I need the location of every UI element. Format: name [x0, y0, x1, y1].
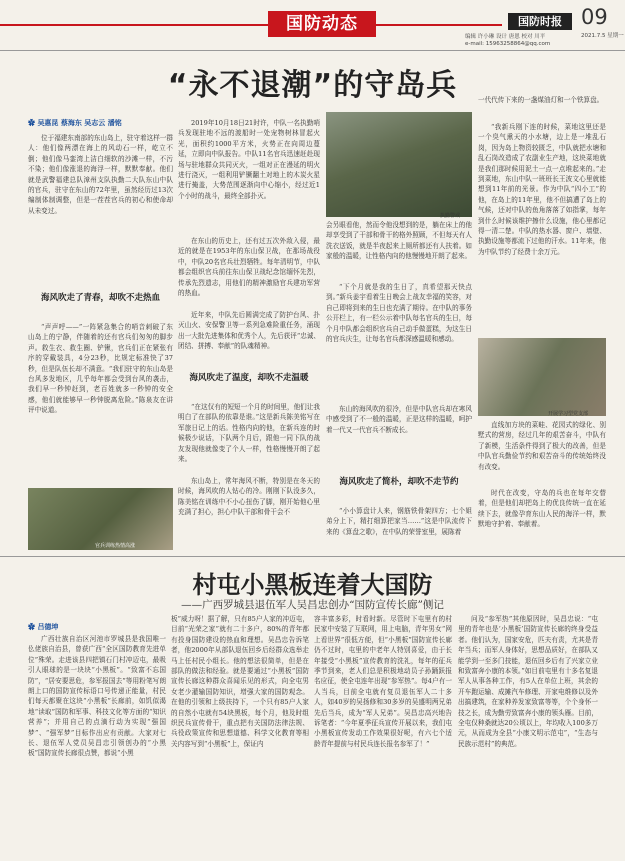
article2-byline: ✿ 吕德坤 [28, 622, 59, 631]
photo-caption-patrol: 执勤警戒 [440, 213, 461, 219]
article1-col2-para5: 东山岛上，常年海风不断，特别是在冬天的时候，海风吹的人钻心的冷。刚刚下队没多久，陈美铭在训练中不小心扭伤了脚，刚开始他心里充满了担心，担心中队干部和骨干会不 [178, 477, 320, 517]
article2-col2: 板”威力呀！据了解，只有85户人家的冲迈屯，目前“光荣之家”就有二十多户，80%的青年都有投身国防建设的热血和理想。吴昌忠告诉笔者，他2000年从部队退伍回乡后经群众选举走马上任村民小组长。他的想法很简单，但是在部队的做法和经验。就是要通过“小黑板”国防宣传长廊这种群众喜闻乐见的形式，向全屯男女老少灌输国防知识，增强大家的国防观念。在他的引领和上级扶持下，一个只有85户人家的自然小屯就有54块黑板，每个月，他及时组织民兵宣传骨干，重点把有关国防法律法规、兵役政策宣传和思想道德、科学文化教育等相关内容写到“小黑板”上，保证内 [171, 615, 309, 748]
article2-col3: 容丰富多彩，时看时新。尽管时下屯里有的村民家中安装了互联网，用上电脑，青年男女“网上看世界”很低方便，但“小黑板”国防宣传长廊仍不过时，屯里的中老年人特别喜爱，由于长年接受“小黑板”宣传教育的洗礼，每年的征兵季节到来，老人们总是积极地动员子孙踊跃报名应征，使全屯连年出现“参军热”。每4户有一人当兵，目前全屯就有复员退伍军人二十多人，如40岁的吴扬修和30多岁的吴盛明两兄弟先后当兵，成为“军人兄弟”。吴昌忠高兴地告诉笔者：“今年夏季征兵宣传开展以来，我们屯小黑板宣传发动工作效果很好呢，有六七个适龄青年提前与村民兵连长报名参军了！” [314, 615, 452, 748]
article2-col1: 广西壮族自治区河池市罗城县是我国唯一仫佬族自治县，曾获广西“全区国防教育先进单位”殊荣。走进该县四把镇石门村冲迈屯，最吸引人眼球的是一块块“小黑板”。“致富不忘国防”，“居安要思危，参军报国去”等用粉笔写朗朗上口的国防宣传标语口号传递正能量，村民们每天都聚在这块“小黑板”长廊前，如饥似渴地“读取”国防和军事、科技文化等方面的“知识营养”；并用自己的点滴行动为实现“强国梦”、“强军梦”目标作出应有贡献。大家对七长、退伍军人党员吴昌忠引领创办的“小黑板”国防宣传长廊很点赞，都说“小黑 [28, 635, 166, 758]
photo-caption-study: 开展学习型党支部 [548, 411, 589, 417]
page-number: 09 [581, 5, 608, 29]
article1-byline: ✿ 吴惠昆 蔡海东 吴志云 潘铭 [28, 118, 122, 127]
article2-headline: 村屯小黑板连着大国防 [192, 571, 433, 599]
article1-subhead3: 海风吹走了简朴，却吹不走节约 [339, 477, 459, 487]
header-divider [0, 50, 625, 51]
article1-subhead2: 海风吹走了温度，却吹不走温暖 [189, 373, 309, 383]
article1-col3-para4: “小小算盘计人来，钢筋铁骨架四方；七个姐弟分上下，精打细算把家当……”这是中队流传下来的《算盘之歌》，在中队的荣誉室里，展陈着 [326, 507, 472, 536]
section-title: 国防动态 [268, 11, 376, 37]
article1-col4-para3: 直线加方块的菜畦、花园式的绿化、别墅式的营房，经过几年的艰苦奋斗，中队有了新模，生活条件得到了极大的改善，但是中队官兵勤俭节约和艰苦奋斗的传统始终没有改变。 [478, 421, 606, 471]
article1-subhead1: 海风吹走了青春，却吹不走热血 [40, 293, 160, 303]
editor-credits: 编辑 许小琳 设计 唐恩 校对 川平 [465, 34, 546, 40]
article1-col3-para3: 东山的海风吹的很冷，但是中队官兵却在寒风中感受到了不一般的温暖，正是这样的温暖，呵护着一代又一代官兵不断成长。 [326, 405, 472, 434]
article2-col4: 问及“参军热”其他原因时，吴昌忠说：“屯里的青年也是‘小黑板’国防宣传长廊的终身受益者。他们认为，国家安危，匹夫有责，尤其是青年当兵；而军人身体好，思想品质好，在部队又能学到一至多门技能，退伍回乡后有了兴家立业和致富奔小康的本领。”如目前屯里有十多名复退军人从事各种工作，有5人在单位上班，其余的开车跑运输、成摊汽车修理、开家电维修以及外出搞建筑，在家种养发家致富等等，个个身怀一技之长，成为勤劳致富奔小康的领头雁。目前，全屯仅种桑就达20公顷以上，年均收入100多万元，从而成为全县“小康文明示范屯”，“生态与民族示范村”的典范。 [458, 615, 598, 748]
article1-col2-para1: 2019年10月18日21时许，中队一名执勤哨兵发现驻地不远的渡船时一处宠物树林冒起火光，面积约1000平方米，火势正在向周边蔓延，立即向中队报告。中队11名官兵迅速赶赴现场与驻地群众共同灭火，一组对正在漫延的明火进行浇灭，一组利用铲镢翻土对地上的木炭火星进行掩盖，大势范围逐渐向中心缩小，经过近1个小时的战斗，最终全部扑灭。 [178, 119, 320, 200]
pencil-icon: ✿ [28, 118, 38, 127]
article1-col2-para2: 在东山的历史上，还有过五次外敌入侵，最近的就是在1953年的东山保卫战，在那场战役中，中队20名官兵壮烈牺牲。每年清明节，中队都会组织官兵前往东山保卫战纪念馆缅怀先烈，传承先烈遗志，用他们的精神激励官兵建功军营的热血。 [178, 237, 320, 298]
article2-subhead: ——广西罗城县退伍军人吴昌忠创办“国防宣传长廊”侧记 [181, 599, 444, 611]
article1-col3-para2: “下个月就是我的生日了，真希望那天快点到。”新兵姜宇看着生日晚会上战友幸福的笑容，对自己即将到来的生日也充满了期待。在中队的事务公开栏上，有一栏公示着中队每名官兵的生日，每个月中队都会组织官兵自己动手做蛋糕，为这生日的官兵庆生，让每名官兵都深感温暖和感动。 [326, 283, 472, 344]
article1-col2-para3: 近年来，中队先后圆满完成了防护台风、扑灭山火、安保警卫等一系列急难险重任务，涌现出一大批先进集体和优秀个人，先后获评“忠诚、团结、拼搏、奉献”的队魂精神。 [178, 311, 320, 351]
header-rule-right [376, 24, 502, 26]
article1-col1-para2: “声声呼——”一阵紧急集合的哨音刺破了东山岛上的宁静，伴随着的还有官兵们匆匆的脚步声。救生衣、救生圈、铲锹，官兵们正在紧张有序的穿戴装具，4分23秒，比规定标准快了37秒，但是队伍长却不满意。“我们驻守的东山岛是台风多发地区，几乎每年都会受到台风的袭击，我们早一秒钟赶到，老百姓就多一秒钟的安全感，他们就能够早一秒钟脱离危险。”陈泉友在讲评中说道。 [28, 323, 173, 415]
article1-col4-para2: “我新兵刚下连的时候，菜地这里还是一个臭气熏天的小水塘，边上是一堆乱石岗，因为岛上物资较匮乏，中队就把水塘和乱石岗改造成了农副业生产地，这块菜地就是我们那时候用泥土一点一点堆起来的。”走到菜地，东山中队一班班长王波文心里就能想到11年前的光景。作为中队“四小工”的他，在岛上的11年里，他不但搞遭了岛上的气候，还对中队的鱼角落落了如指掌，每年到什么时候该维护擦什么设施，他心里都记得一清二楚。中队的热水器、窗户、墙壁、执勤设施等都流下过他的汗水。11年来，他为中队节约了经费十余万元。 [478, 123, 606, 256]
photo-caption-training: 官兵训练热情高涨 [95, 543, 136, 549]
pencil-icon: ✿ [28, 622, 38, 631]
masthead-logo: 国防时报 [508, 13, 572, 30]
article1-headline: “永不退潮”的守岛兵 [167, 68, 458, 103]
training-photo [28, 488, 173, 550]
article1-col3-para1: 会另眼看他，然而令他没想到的是，躺在床上的他却享受到了干部和骨干的格外照顾，不但每天有人洗衣送饭，就是半夜起来上厕所都还有人扶着。如家般的温暖，让性格内向的他慢慢地开朗了起来。 [326, 221, 472, 261]
article1-col2-para4: “在这仅有的短短一个月的时间里，他们让我明白了在部队的依靠是谁。”这是新兵陈美铭写在军旅日记上的话。性格内向的他，在新兵连的时候极少说话，下队两个月后，跟他一同下队的战友发现他就像变了个人一样，性格慢慢开朗了起来。 [178, 403, 320, 464]
article1-col1-para1: 位于福建东南部的东山岛上，驻守着这样一群人：他们像两漂在海上的风动石一样，屹立不倒；他们像马銮湾上洁白细软的沙滩一样，不污不染；他们像涨退的海浮一样，默默奉献。他们就是武警福建总队漳州支队执勤二大队东山中队的官兵，驻守在东山的72年里，虽然经历过13次编制体制调整，但是一茬茬官兵的初心和使命却从未变过。 [28, 134, 173, 215]
header-rule-left [0, 24, 268, 26]
article1-col4-para4: 时代在改变，守岛的兵也在每年交替着，但是他们却把岛上的优良传统一直在延续下去，就像孕育东山人民的海洋一样，默默地守护着、奉献着。 [478, 489, 606, 529]
article1-col4-para1: 一代代传下来的一盏煤油灯和一个铁算盘。 [478, 96, 604, 104]
article-divider [0, 556, 625, 557]
party-study-photo [478, 338, 606, 416]
patrol-photo [326, 112, 472, 217]
editor-email: e-mail: 15963258864@qq.com [465, 41, 551, 47]
issue-date: 2021.7.5 星期一 [581, 33, 624, 39]
